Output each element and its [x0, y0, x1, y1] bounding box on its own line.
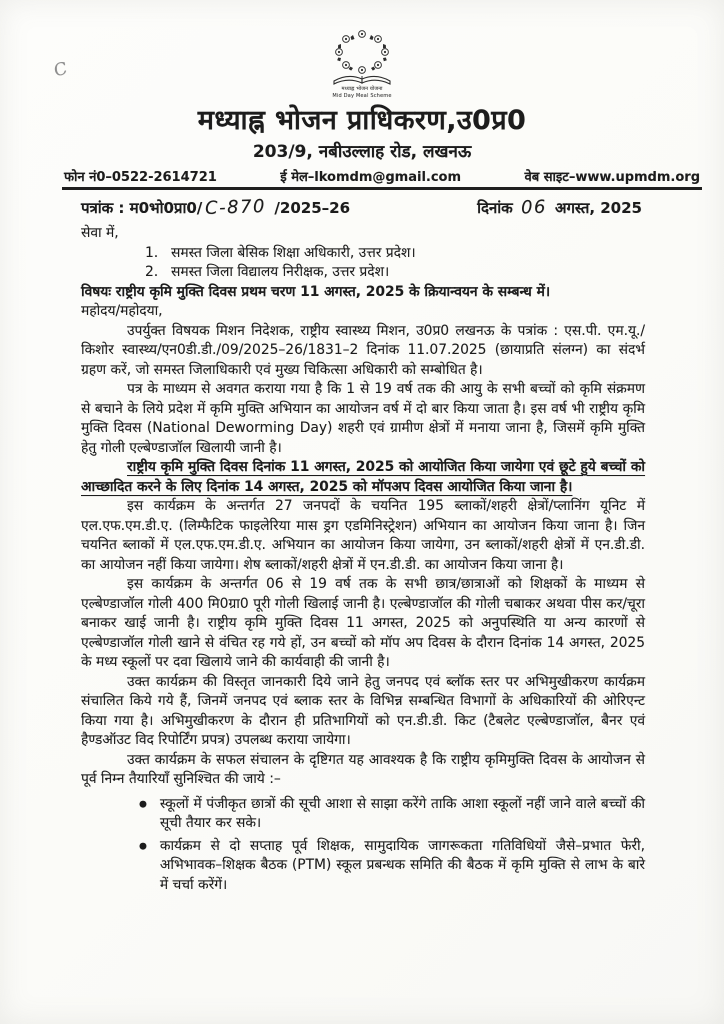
- addressee-item: [145, 263, 645, 283]
- pen-mark: C: [52, 58, 69, 82]
- logo-caption-hindi: मध्याह्न भोजन योजना: [341, 86, 383, 92]
- email-address: ई मेल–lkomdm@gmail.com: [280, 170, 462, 186]
- letter-number: पत्रांक : म0भो0प्रा0/ C-870 /2025–26: [81, 195, 351, 220]
- subject-line: विषयः राष्ट्रीय कृमि मुक्ति दिवस प्रथम चरण 11 अगस्त, 2025 के क्रियान्वयन के सम्बन्ध में।: [81, 283, 551, 300]
- letterhead: [0, 0, 724, 190]
- handwritten-date: 06: [520, 196, 548, 219]
- reference-row: [0, 190, 724, 218]
- mid-day-meal-logo: [316, 26, 408, 103]
- mdm-emblem-icon: [323, 26, 401, 90]
- addressee-item: [145, 244, 645, 264]
- bullet-text: स्कूलों में पंजीकृत छात्रों की सूची आशा से साझा करेंगे ताकि आशा स्कूलों नहीं जाने वाले बच्चों की सूची तैयार कर सके।: [159, 795, 645, 832]
- seva-me: सेवा में,: [81, 225, 119, 242]
- body-paragraph-2: पत्र के माध्यम से अवगत कराया गया है कि 1 से 19 वर्ष तक की आयु के सभी बच्चों को कृमि संक्रमण से बचाने के लिये प्रदेश में कृमि मुक्ति अभियान का आयोजन वर्ष में दो बार किया जाता है। इस वर्ष भी राष्ट्रीय कृमि मुक्ति दिवस (National Deworming Day) शहरी एवं ग्रामीण क्षेत्रों में मनाया जाना है, जिसमें कृमि मुक्ति हेतु गोली एल्बेण्डाजॉल खिलायी जानी है।: [81, 381, 645, 456]
- org-name: मध्याह्न भोजन प्राधिकरण,उ0प्र0: [197, 105, 527, 136]
- letter-date: दिनांक 06 अगस्त, 2025: [477, 196, 642, 219]
- body-paragraph-6: उक्त कार्यक्रम की विस्तृत जानकारी दिये जाने हेतु जनपद एवं ब्लॉक स्तर पर अभिमुखीकरण कार्यक्रम संचालित किये गये हैं, जिनमें जनपद एवं ब्लाक स्तर के विभिन्न सम्बन्धित विभागों के अधिकारियों की ओरिएन्ट किया गया है। अभिमुखीकरण के दौरान ही प्रतिभागियों को एन.डी.डी. किट (टैबलेट एल्बेण्डाजॉल, बैनर एवं हैण्डऑउट विद रिपोर्टिंग प्रपत्र) उपलब्ध कराया जायेगा।: [81, 673, 645, 749]
- addressee-number: 2.: [145, 264, 159, 281]
- bullet-item: [81, 837, 645, 896]
- org-address: 203/9, नबीउल्लाह रोड, लखनऊ: [252, 142, 472, 163]
- bullet-dot-icon: ●: [139, 799, 147, 810]
- logo-caption-english: Mid Day Meal Scheme: [332, 92, 392, 99]
- addressee-text: समस्त जिला विद्यालय निरीक्षक, उत्तर प्रदेश।: [171, 264, 390, 281]
- addressee-text: समस्त जिला बेसिक शिक्षा अधिकारी, उत्तर प्रदेश।: [171, 244, 416, 261]
- preparation-bullet-list: [81, 795, 645, 896]
- phone-number: फोन नं0–0522-2614721: [64, 170, 217, 186]
- contact-row: [0, 162, 724, 185]
- body-paragraph-5: इस कार्यक्रम के अन्तर्गत 06 से 19 वर्ष तक के सभी छात्र/छात्राओं को शिक्षकों के माध्यम से एल्बेण्डाजॉल गोली 400 मि0ग्रा0 पूरी गोली खिलाई जानी है। एल्बेण्डाजॉल की गोली चबाकर अथवा पीस कर/चूरा बनाकर खाई जानी है। राष्ट्रीय कृमि मुक्ति दिवस 11 अगस्त, 2025 को अनुपस्थिति या अन्य कारणों से एल्बेण्डाजॉल गोली खाने से वंचित रह गये हों, उन बच्चों को मॉप अप दिवस के दौरान दिनांक 14 अगस्त, 2025 के मध्य स्कूलों पर दवा खिलाये जाने की कार्यवाही की जानी है।: [81, 576, 645, 671]
- bullet-item: [81, 795, 645, 834]
- salutation: महोदय/महोदया,: [81, 303, 163, 320]
- bullet-dot-icon: ●: [139, 841, 147, 852]
- body-paragraph-7: उक्त कार्यक्रम के सफल संचालन के दृष्टिगत यह आवश्यक है कि राष्ट्रीय कृमिमुक्ति दिवस के आयोजन से पूर्व निम्न तैयारियाँ सुनिश्चित की जाये :–: [81, 751, 645, 788]
- addressee-number: 1.: [145, 244, 159, 261]
- bullet-text: कार्यक्रम से दो सप्ताह पूर्व शिक्षक, सामुदायिक जागरूकता गतिविधियों जैसे–प्रभात फेरी, अभिभावक–शिक्षक बैठक (PTM) स्कूल प्रबन्धक समिति की बैठक में कृमि मुक्ति से लाभ के बारे में चर्चा करेंगें।: [159, 837, 645, 893]
- handwritten-letter-number: C-870: [204, 195, 267, 220]
- body-paragraph-1: उपर्युक्त विषयक मिशन निदेशक, राष्ट्रीय स्वास्थ्य मिशन, उ0प्र0 लखनऊ के पत्रांक : एस.पी. एम.यू./किशोर स्वास्थ्य/एन0डी.डी./09/2025–26/1831–2 दिनांक 11.07.2025 (छायाप्रति संलग्न) का संदर्भ ग्रहण करें, जो समस्त जिलाधिकारी एवं मुख्य चिकित्सा अधिकारी को सम्बोधित है।: [81, 322, 645, 378]
- body-paragraph-4: इस कार्यक्रम के अन्तर्गत 27 जनपदों के चयनित 195 ब्लाकों/शहरी क्षेत्रों/प्लानिंग यूनिट में एल.एफ.एम.डी.ए. (लिम्फैटिक फाइलेरिया मास ड्रग एडमिनिस्ट्रेशन) अभियान का आयोजन किया जाना है। जिन चयनित ब्लाकों में एल.एफ.एम.डी.ए. अभियान का आयोजन किया जायेगा, उन ब्लाकों/शहरी क्षेत्रों में एन.डी.डी. का आयोजन नहीं किया जायेगा। शेष ब्लाकों/शहरी क्षेत्रों में एन.डी.डी. का आयोजन किया जाना है।: [81, 498, 645, 573]
- body-paragraph-3-highlighted: राष्ट्रीय कृमि मुक्ति दिवस दिनांक 11 अगस्त, 2025 को आयोजित किया जायेगा एवं छूटे हुये बच्चों को आच्छादित करने के लिए दिनांक 14 अगस्त, 2025 को मॉपअप दिवस आयोजित किया जाना है।: [81, 459, 645, 495]
- website-url: वेब साइट–www.upmdm.org: [524, 170, 700, 186]
- addressee-list: [145, 244, 645, 283]
- letter-body: [0, 218, 724, 895]
